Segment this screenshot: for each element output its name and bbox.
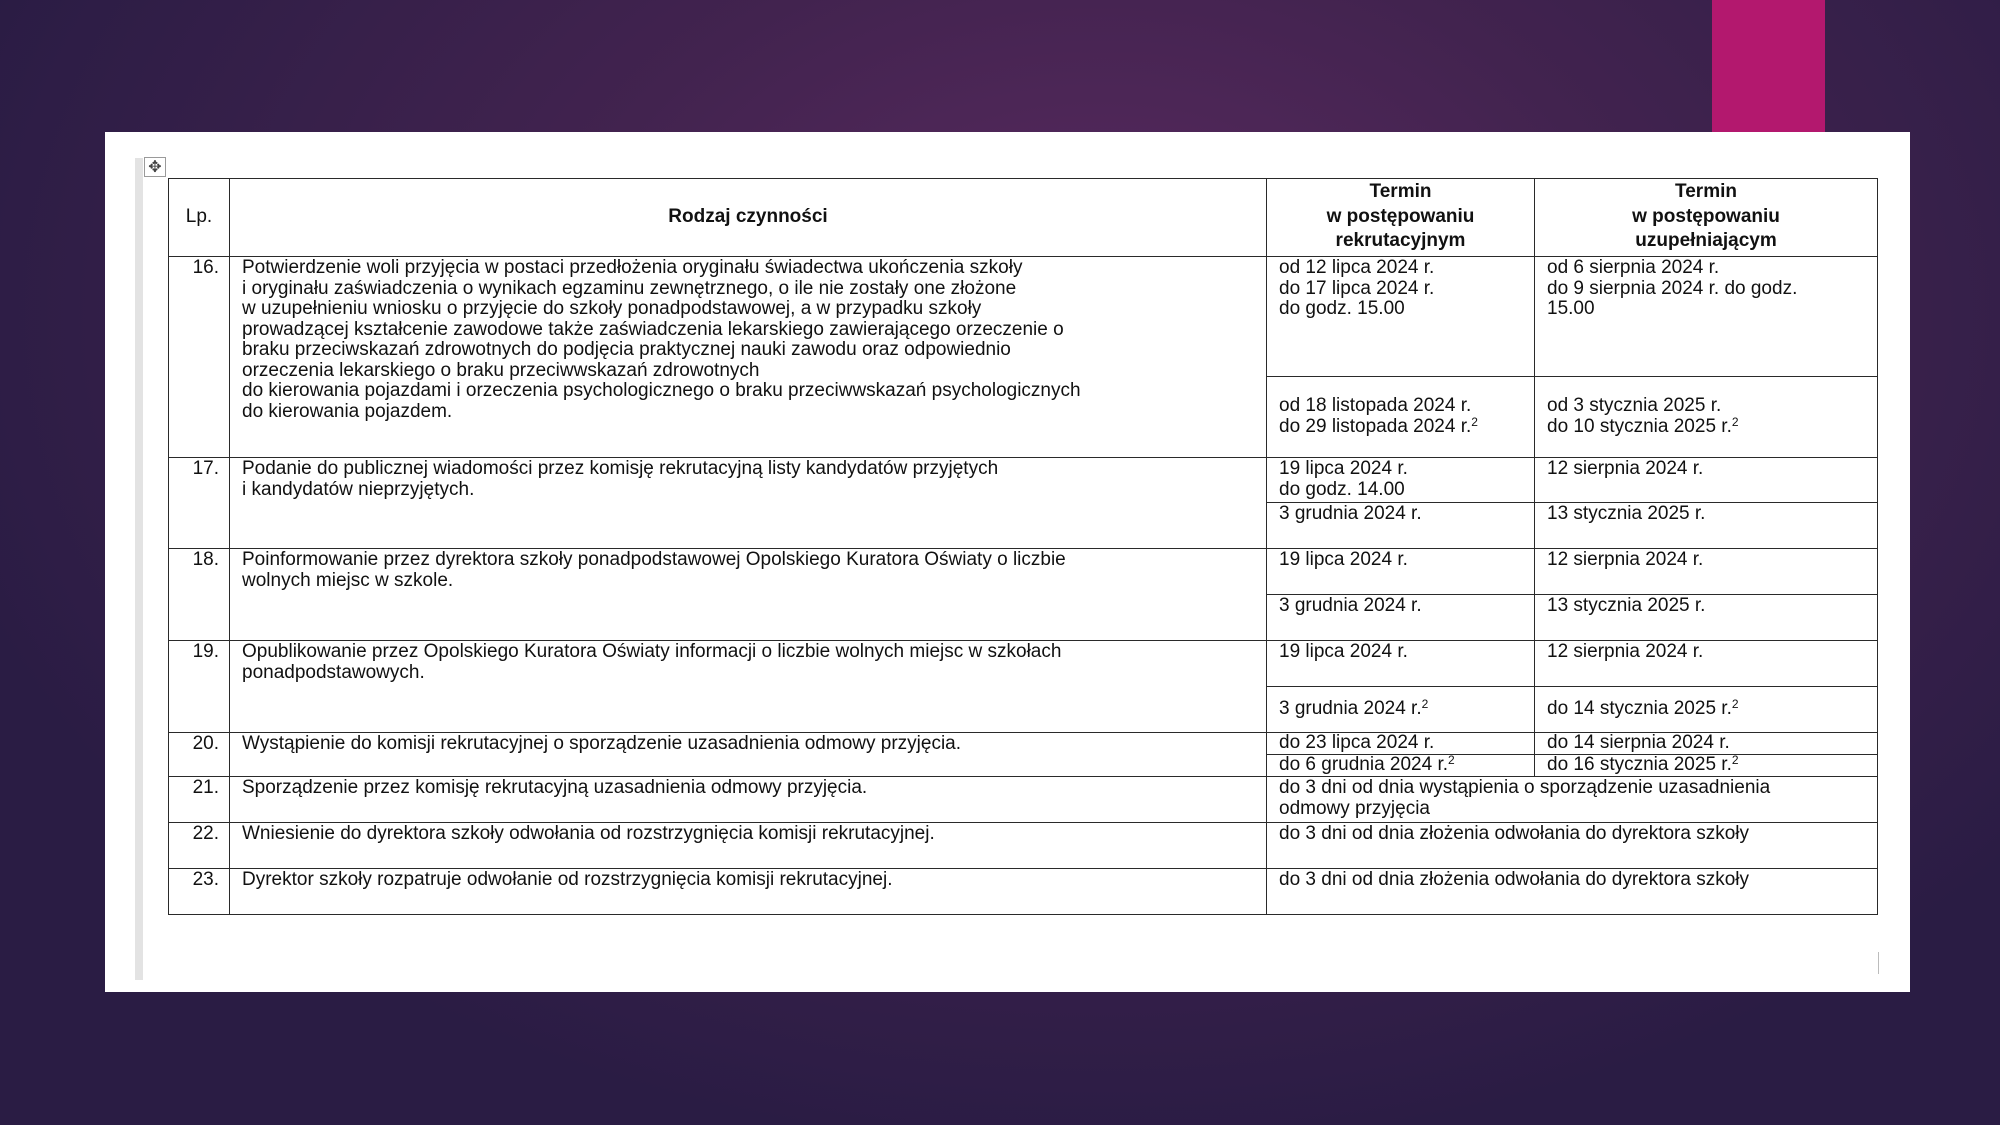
recruitment-date: 3 grudnia 2024 r.$^2$ — [1267, 687, 1535, 733]
footnote-mark: 2 — [1731, 696, 1739, 711]
term-merged-cell: do 3 dni od dnia wystąpienia o sporządzenie uzasadnienia odmowy przyjęcia — [1267, 777, 1878, 823]
table-row — [169, 777, 1878, 823]
table-row — [169, 733, 1878, 755]
activity-cell: Potwierdzenie woli przyjęcia w postaci przedłożenia oryginału świadectwa ukończenia szkoły i oryginału zaświadczenia o wynikach egzaminu zewnętrznego, o ile nie zostały one złożone w uzupełnieniu wniosku o przyjęcie do szkoły ponadpodstawowej, a w przypadku szkoły prowadzącej kształcenie zawodowe także zaświadczenia lekarskiego zawierającego orzeczenie o braku przeciwskazań zdrowotnych do podjęcia praktycznej nauki zawodu oraz odpowiednio orzeczenia lekarskiego o braku przeciwwskazań zdrowotnych do kierowania pojazdami i orzeczenia psychologicznego o braku przeciwwskazań psychologicznych do kierowania pojazdem. — [230, 257, 1267, 458]
footnote-mark: 2 — [1421, 696, 1429, 711]
table-row — [169, 549, 1878, 595]
footnote-mark: 2 — [1731, 414, 1739, 429]
activity-cell: Podanie do publicznej wiadomości przez komisję rekrutacyjną listy kandydatów przyjętych i kandydatów nieprzyjętych. — [230, 458, 1267, 549]
recruitment-date: od 18 listopada 2024 r. do 29 listopada 2024 r.$^2$ — [1267, 377, 1535, 458]
row-number: 23. — [169, 869, 230, 915]
header-term-recruitment: Termin w postępowaniu rekrutacyjnym — [1267, 179, 1535, 257]
table-row — [169, 823, 1878, 869]
row-number: 18. — [169, 549, 230, 641]
activity-cell: Poinformowanie przez dyrektora szkoły ponadpodstawowej Opolskiego Kuratora Oświaty o liczbie wolnych miejsc w szkole. — [230, 549, 1267, 641]
supplementary-date: od 3 stycznia 2025 r. do 10 stycznia 2025 r.$^2$ — [1535, 377, 1878, 458]
recruitment-date: 19 lipca 2024 r. — [1267, 641, 1535, 687]
footnote-mark: 2 — [1731, 753, 1739, 768]
activity-cell: Wystąpienie do komisji rekrutacyjnej o sporządzenie uzasadnienia odmowy przyjęcia. — [230, 733, 1267, 777]
recruitment-date: do 6 grudnia 2024 r.$^2$ — [1267, 755, 1535, 777]
footnote-mark: 2 — [1448, 753, 1455, 768]
header-term-supplementary: Termin w postępowaniu uzupełniającym — [1535, 179, 1878, 257]
activity-cell: Sporządzenie przez komisję rekrutacyjną uzasadnienia odmowy przyjęcia. — [230, 777, 1267, 823]
table-move-handle-icon[interactable]: ✥ — [144, 157, 166, 177]
row-number: 22. — [169, 823, 230, 869]
recruitment-date: do 23 lipca 2024 r. — [1267, 733, 1535, 755]
supplementary-date: 12 sierpnia 2024 r. — [1535, 549, 1878, 595]
header-row — [169, 179, 1878, 257]
recruitment-date: od 12 lipca 2024 r. do 17 lipca 2024 r. do godz. 15.00 — [1267, 257, 1535, 377]
table-row — [169, 257, 1878, 377]
text-cursor-mark — [1878, 952, 1879, 974]
page-gutter — [135, 158, 143, 980]
supplementary-date: do 14 sierpnia 2024 r. — [1535, 733, 1878, 755]
activity-cell: Wniesienie do dyrektora szkoły odwołania od rozstrzygnięcia komisji rekrutacyjnej. — [230, 823, 1267, 869]
supplementary-date: do 16 stycznia 2025 r.$^2$ — [1535, 755, 1878, 777]
supplementary-date: 13 stycznia 2025 r. — [1535, 595, 1878, 641]
header-activity: Rodzaj czynności — [230, 179, 1267, 257]
row-number: 19. — [169, 641, 230, 733]
recruitment-schedule-table — [168, 178, 1878, 915]
recruitment-date: 19 lipca 2024 r. — [1267, 549, 1535, 595]
recruitment-date: 3 grudnia 2024 r. — [1267, 503, 1535, 549]
term-merged-cell: do 3 dni od dnia złożenia odwołania do dyrektora szkoły — [1267, 869, 1878, 915]
supplementary-date: 12 sierpnia 2024 r. — [1535, 458, 1878, 503]
activity-cell: Opublikowanie przez Opolskiego Kuratora Oświaty informacji o liczbie wolnych miejsc w szkołach ponadpodstawowych. — [230, 641, 1267, 733]
footnote-mark: 2 — [1471, 414, 1478, 429]
table-row — [169, 641, 1878, 687]
recruitment-date: 19 lipca 2024 r. do godz. 14.00 — [1267, 458, 1535, 503]
document-page — [105, 132, 1910, 992]
term-merged-cell: do 3 dni od dnia złożenia odwołania do dyrektora szkoły — [1267, 823, 1878, 869]
supplementary-date: do 14 stycznia 2025 r.$^2$ — [1535, 687, 1878, 733]
supplementary-date: od 6 sierpnia 2024 r. do 9 sierpnia 2024 r. do godz. 15.00 — [1535, 257, 1878, 377]
supplementary-date: 12 sierpnia 2024 r. — [1535, 641, 1878, 687]
accent-bar — [1712, 0, 1825, 154]
row-number: 20. — [169, 733, 230, 777]
row-number: 21. — [169, 777, 230, 823]
table-row — [169, 458, 1878, 503]
header-lp: Lp. — [169, 179, 230, 257]
supplementary-date: 13 stycznia 2025 r. — [1535, 503, 1878, 549]
row-number: 16. — [169, 257, 230, 458]
recruitment-date: 3 grudnia 2024 r. — [1267, 595, 1535, 641]
table-row — [169, 869, 1878, 915]
activity-cell: Dyrektor szkoły rozpatruje odwołanie od rozstrzygnięcia komisji rekrutacyjnej. — [230, 869, 1267, 915]
row-number: 17. — [169, 458, 230, 549]
